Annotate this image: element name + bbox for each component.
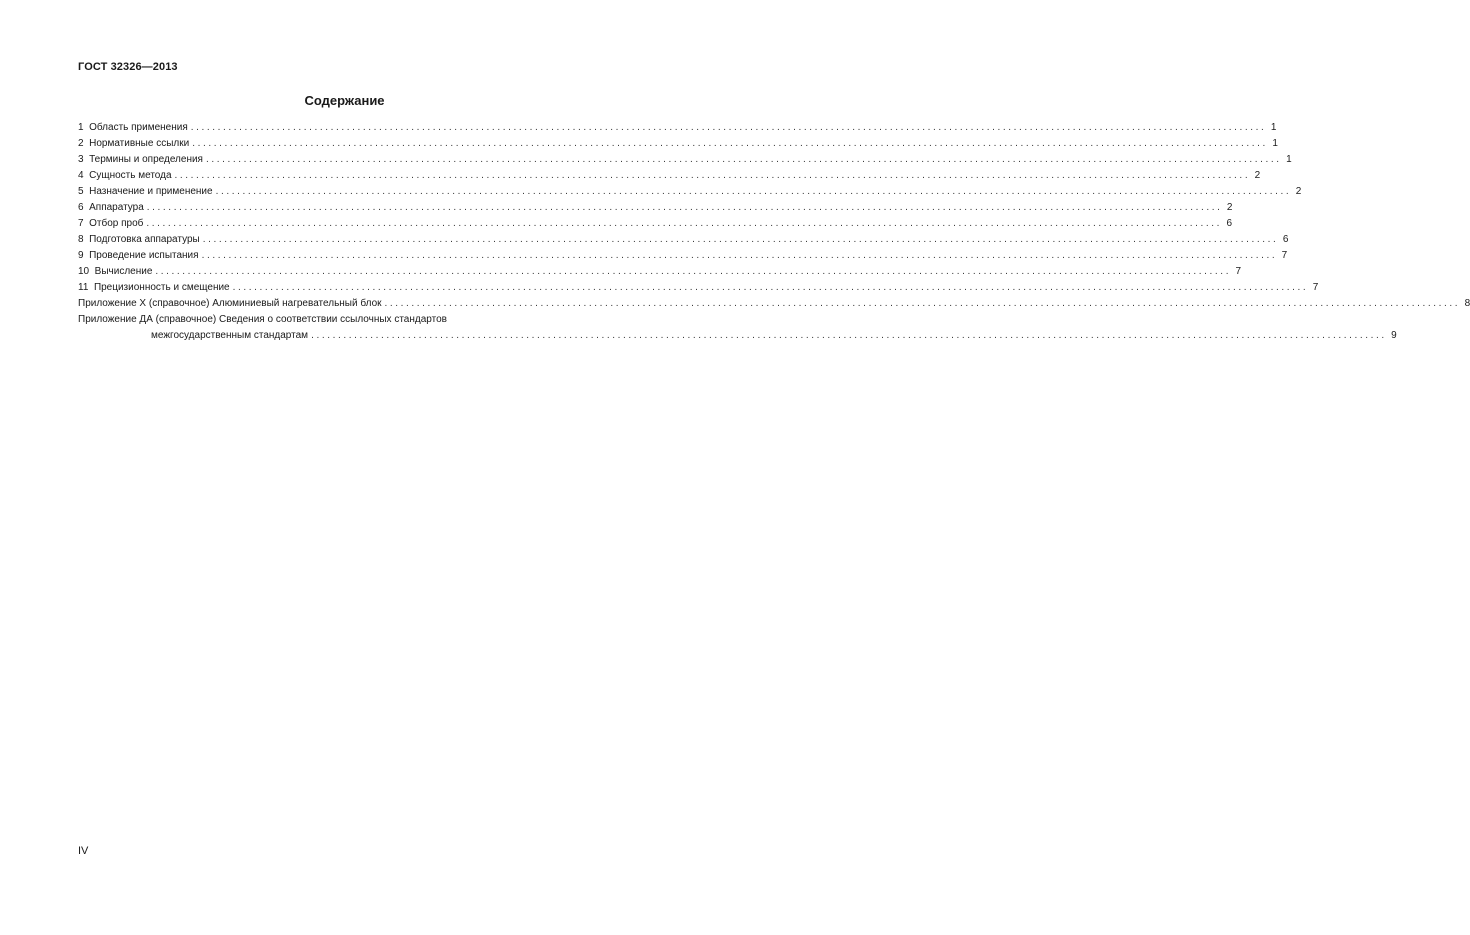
- dot-leader: ........................................................................................................................................................................................................: [192, 138, 1268, 149]
- toc-item-label: 9 Проведение испытания: [78, 250, 199, 261]
- toc-item[interactable]: [78, 184, 1302, 200]
- dot-leader: ........................................................................................................................................................................................................: [311, 330, 1387, 341]
- toc-item[interactable]: [78, 264, 1242, 280]
- toc-item-label: 4 Сущность метода: [78, 170, 172, 181]
- dot-leader: ........................................................................................................................................................................................................: [232, 282, 1309, 293]
- toc-item-label: 11 Прецизионность и смещение: [78, 282, 230, 293]
- toc-item-page: 2: [1295, 186, 1302, 197]
- toc-item-page: 1: [1286, 154, 1292, 165]
- toc-item-label: 6 Аппаратура: [78, 202, 144, 213]
- toc-item-page: 6: [1226, 218, 1233, 229]
- dot-leader: ........................................................................................................................................................................................................: [155, 266, 1232, 277]
- toc-item-label: 10 Вычисление: [78, 266, 153, 277]
- toc-item-label: 7 Отбор проб: [78, 218, 144, 229]
- dot-leader: ........................................................................................................................................................................................................: [202, 234, 1279, 245]
- toc-item-page: 8: [1464, 298, 1470, 309]
- toc-item[interactable]: [78, 152, 1292, 168]
- toc-item-label: Приложение Х (справочное) Алюминиевый нагревательный блок: [78, 298, 382, 309]
- toc-item-page: 1: [1270, 122, 1277, 133]
- toc-item-label: Приложение ДА (справочное) Сведения о соответствии ссылочных стандартов: [78, 314, 447, 325]
- toc-item-label: 8 Подготовка аппаратуры: [78, 234, 200, 245]
- dot-leader: ........................................................................................................................................................................................................: [384, 298, 1461, 309]
- toc-item[interactable]: [78, 280, 1319, 296]
- toc-item[interactable]: [78, 248, 1288, 264]
- document-header: ГОСТ 32326—2013: [78, 61, 178, 73]
- toc-item-label: 2 Нормативные ссылки: [78, 138, 190, 149]
- toc-item[interactable]: [78, 232, 1289, 248]
- toc-item-page: 2: [1226, 202, 1233, 213]
- toc-item[interactable]: [78, 296, 1470, 312]
- table-of-contents: [78, 120, 1470, 344]
- page-number: IV: [78, 845, 89, 857]
- page-title: Содержание: [304, 93, 385, 108]
- dot-leader: ........................................................................................................................................................................................................: [146, 218, 1223, 229]
- toc-item[interactable]: [78, 120, 1277, 136]
- toc-item-page: 7: [1312, 282, 1319, 293]
- toc-item[interactable]: [78, 168, 1261, 184]
- toc-item-label: 5 Назначение и применение: [78, 186, 213, 197]
- dot-leader: ........................................................................................................................................................................................................: [205, 154, 1282, 165]
- dot-leader: ........................................................................................................................................................................................................: [146, 202, 1223, 213]
- dot-leader: ........................................................................................................................................................................................................: [174, 170, 1251, 181]
- toc-item-label-continued: межгосударственным стандартам: [151, 330, 309, 341]
- toc-item-page: 7: [1281, 250, 1288, 261]
- toc-item-page: 9: [1391, 330, 1397, 341]
- toc-item[interactable]: [78, 200, 1233, 216]
- toc-item-page: 7: [1235, 266, 1242, 277]
- toc-item[interactable]: [78, 136, 1278, 152]
- toc-item-page: 1: [1272, 138, 1278, 149]
- dot-leader: ........................................................................................................................................................................................................: [201, 250, 1278, 261]
- dot-leader: ........................................................................................................................................................................................................: [215, 186, 1292, 197]
- toc-item-page: 6: [1282, 234, 1289, 245]
- toc-item[interactable]: [78, 216, 1233, 232]
- toc-item-label: 1 Область применения: [78, 122, 188, 133]
- toc-item-label: 3 Термины и определения: [78, 154, 203, 165]
- toc-item-appendix-da[interactable]: [78, 312, 1397, 344]
- dot-leader: ........................................................................................................................................................................................................: [190, 122, 1267, 133]
- toc-item-page: 2: [1254, 170, 1261, 181]
